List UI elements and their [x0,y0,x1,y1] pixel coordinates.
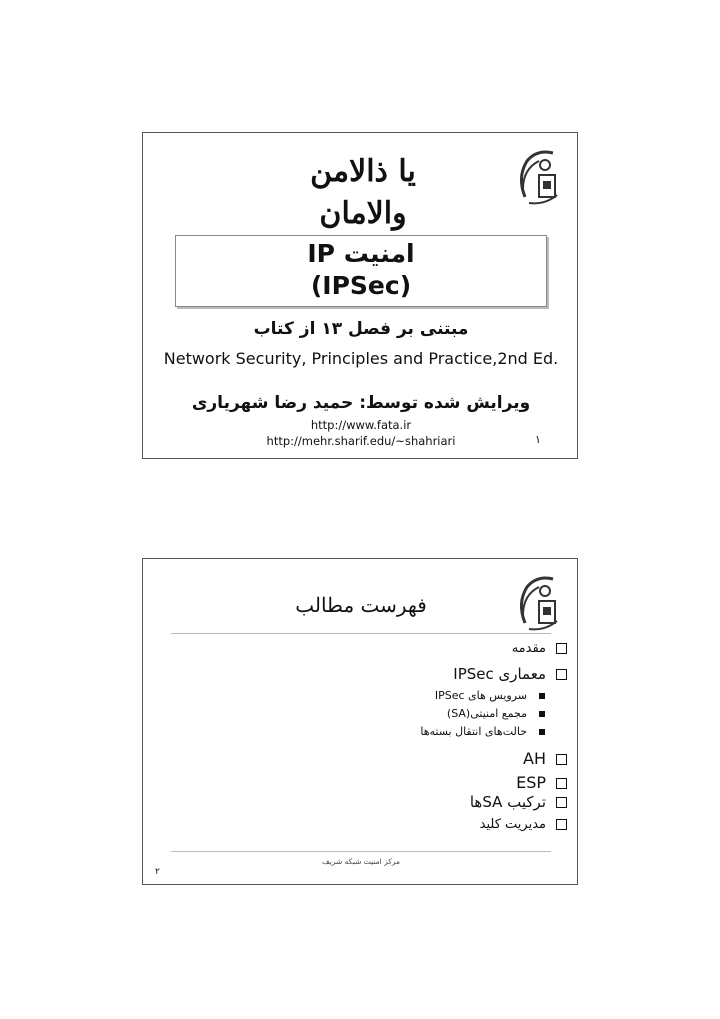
page-number: ۱ [535,433,541,446]
slide-2 [142,558,578,885]
toc-item: معماری IPSec [453,665,567,683]
checkbox-bullet-icon [556,778,567,789]
square-bullet-icon [539,729,545,735]
toc-title: فهرست مطالب [295,593,427,617]
url-sharif[interactable]: http://mehr.sharif.edu/~shahriari [266,434,456,448]
checkbox-bullet-icon [556,819,567,830]
title-line-2: (IPSec) [310,271,412,300]
calligraphy-heading: یا ذالامن والامان [310,154,416,231]
book-title: Network Security, Principles and Practice,2nd Ed. [163,349,559,368]
page-number: ۲ [155,867,160,877]
toc-subitem: حالت‌های انتقال بسته‌ها [420,725,545,738]
checkbox-bullet-icon [556,797,567,808]
square-bullet-icon [539,711,545,717]
divider-bottom [171,851,551,852]
toc-subitem: سرویس های IPSec [435,689,545,702]
checkbox-bullet-icon [556,643,567,654]
title-box [175,235,547,307]
url-fata[interactable]: http://www.fata.ir [310,418,412,432]
title-line-1: امنیت IP [307,239,415,268]
square-bullet-icon [539,693,545,699]
slide-1 [142,132,578,459]
toc-item: ترکیب SAها [470,793,567,811]
institute-logo-icon [515,147,561,207]
toc-subitem: مجمع امنیتی(SA) [447,707,545,720]
checkbox-bullet-icon [556,754,567,765]
divider-top [171,633,551,634]
toc-item: مقدمه [512,641,567,656]
toc-item: AH [523,749,567,768]
slide-footer: مرکز امنیت شبکه شریف [322,857,400,866]
toc-item: مدیریت کلید [480,817,567,832]
subtitle-persian: مبتنی بر فصل ۱۳ از کتاب [253,319,469,339]
editor-credit: ویرایش شده توسط: حمید رضا شهریاری [191,393,531,413]
checkbox-bullet-icon [556,669,567,680]
toc-item: ESP [516,773,567,792]
